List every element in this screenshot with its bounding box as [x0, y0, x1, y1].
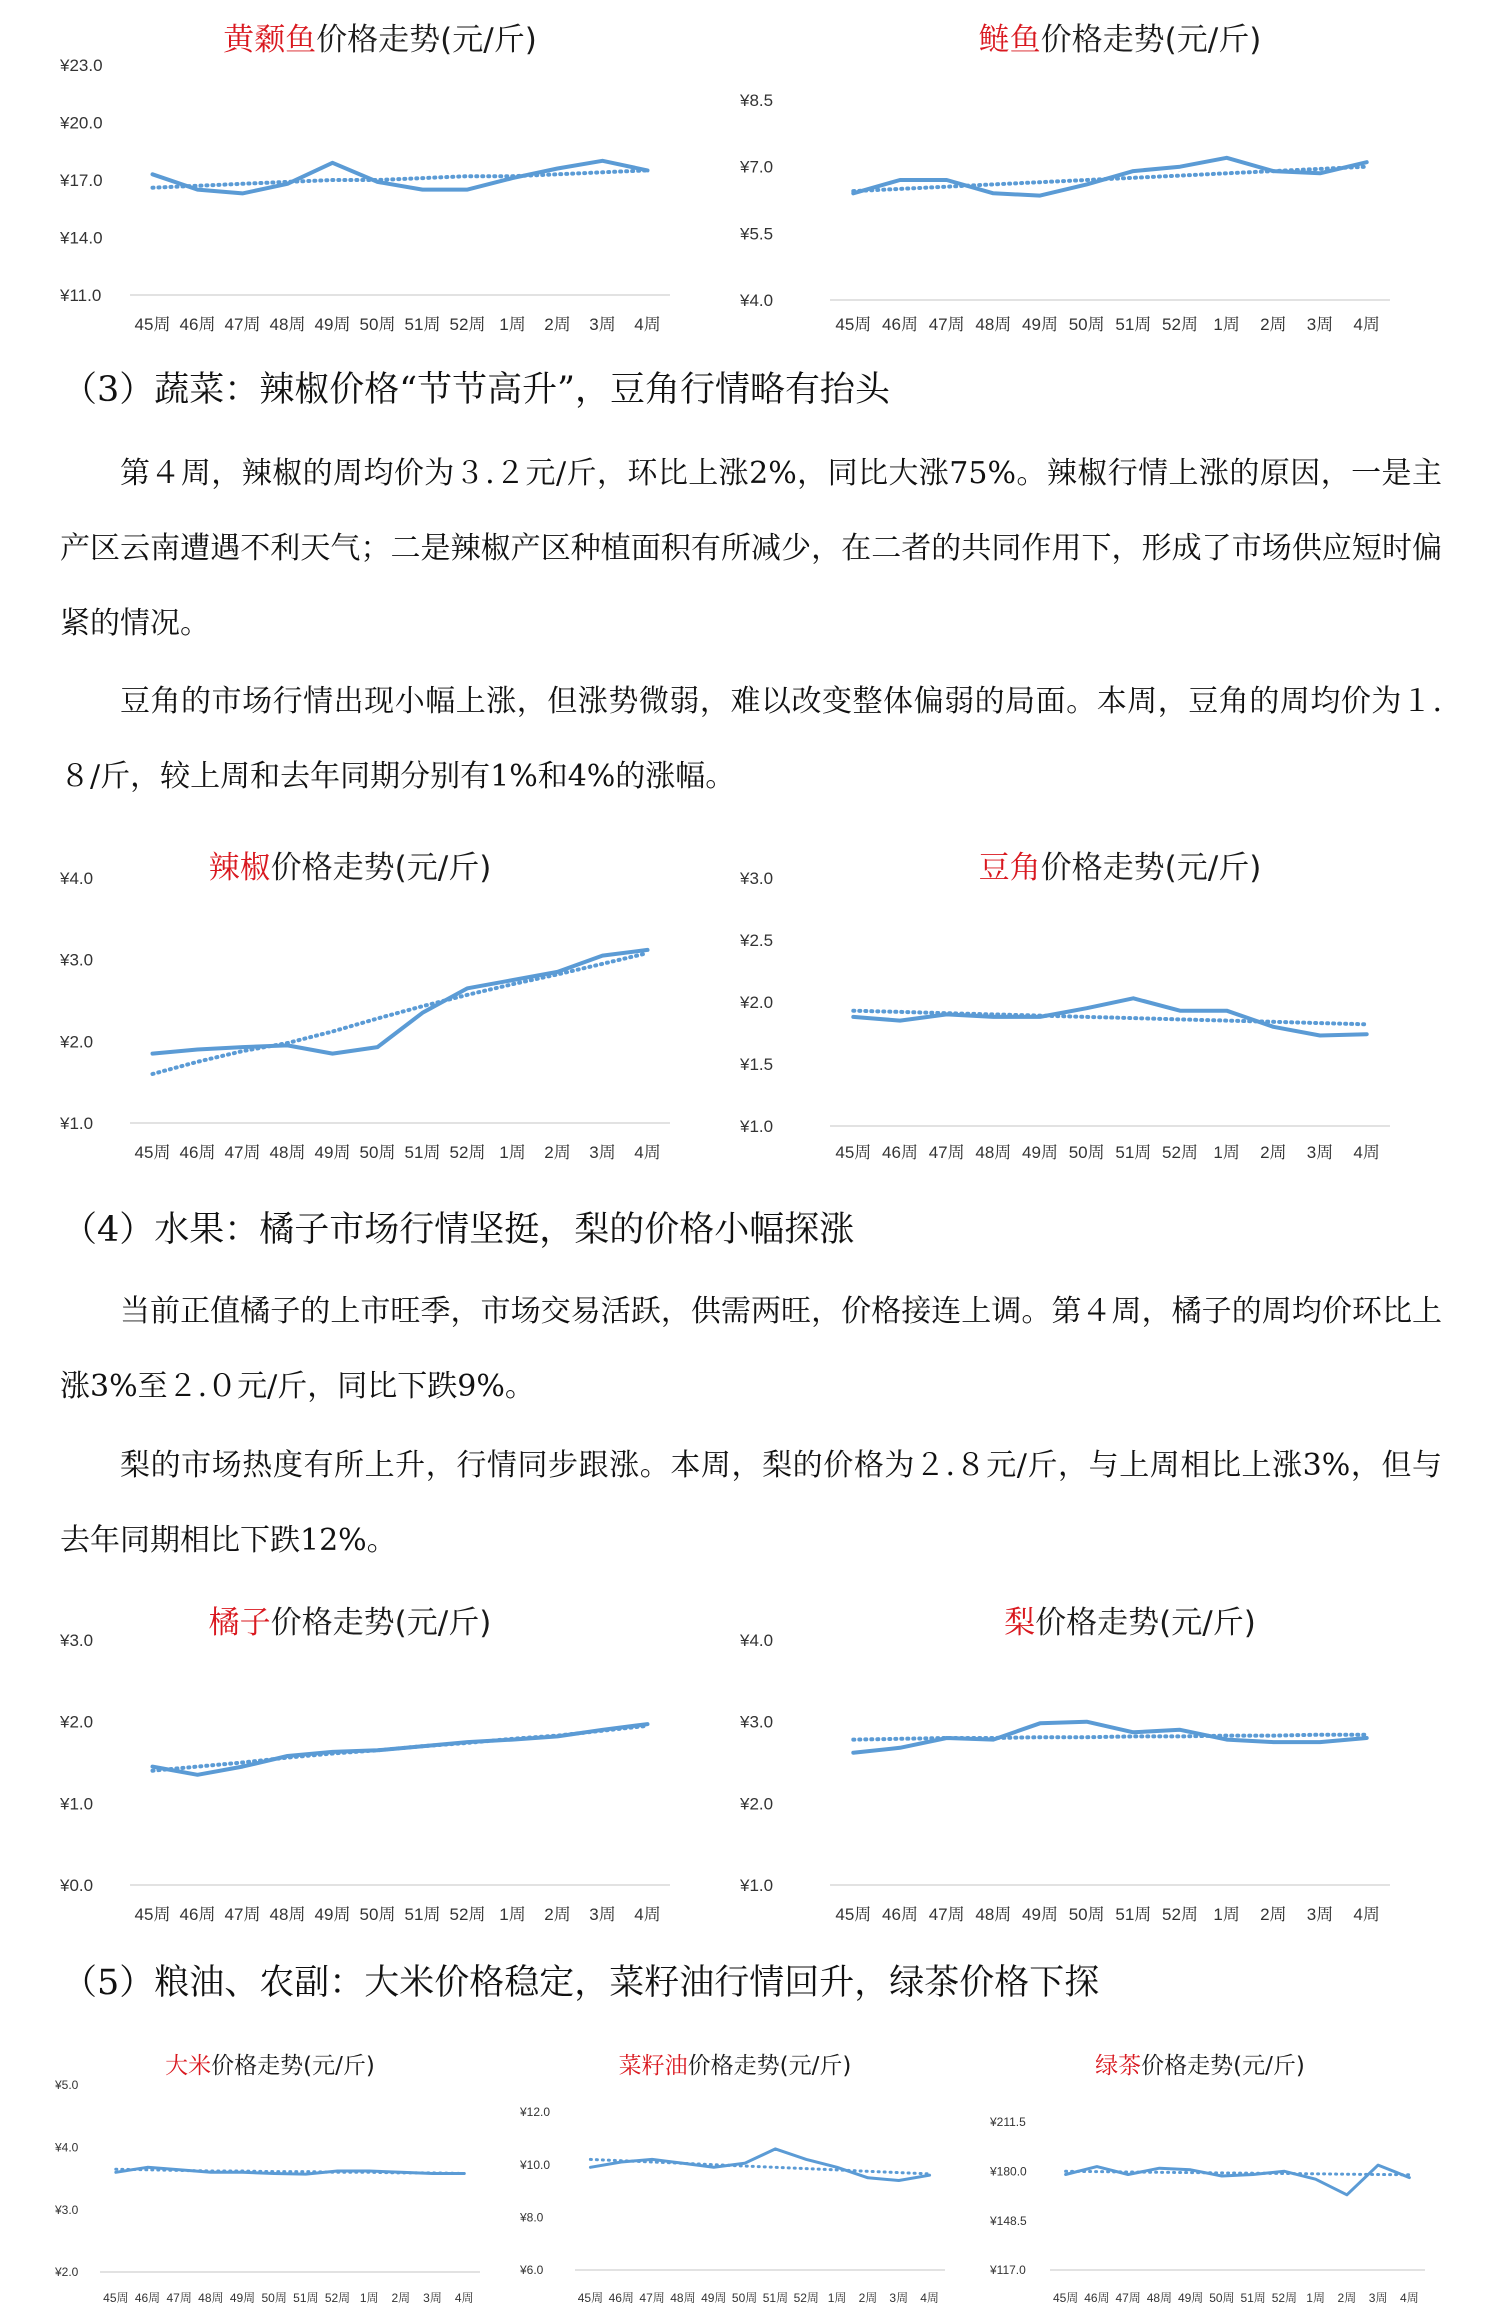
x-tick-label: 2周	[1337, 2291, 1357, 2305]
x-tick-label: 4周	[634, 315, 661, 334]
x-tick-label: 47周	[928, 1905, 965, 1924]
x-tick-label: 46周	[608, 2291, 634, 2305]
y-tick-label: ¥0.0	[60, 1875, 94, 1895]
x-tick-label: 46周	[882, 1905, 918, 1924]
x-tick-label: 49周	[314, 1143, 351, 1162]
x-tick-label: 46周	[882, 315, 918, 334]
x-tick-label: 47周	[224, 315, 261, 334]
chart-title-rest: 价格走势(元/斤)	[1040, 22, 1262, 58]
x-tick-label: 47周	[1115, 2291, 1141, 2305]
x-tick-label: 51周	[1240, 2291, 1266, 2305]
x-tick-label: 45周	[134, 1905, 171, 1924]
section-heading-fruit: （4）水果：橘子市场行情坚挺，梨的价格小幅探涨	[62, 1210, 855, 1250]
section-heading-grain: （5）粮油、农副：大米价格稳定，菜籽油行情回升，绿茶价格下探	[62, 1963, 1100, 2003]
x-tick-label: 50周	[261, 2291, 287, 2305]
x-tick-label: 2周	[391, 2291, 411, 2305]
paragraph-pear: 梨的市场热度有所上升，行情同步跟涨。本周，梨的价格为２.８元/斤，与上周相比上涨3%，但与去年同期相比下跌12%。	[60, 1448, 1442, 1558]
x-tick-label: 51周	[1115, 1143, 1152, 1162]
x-tick-label: 46周	[882, 1143, 918, 1162]
x-tick-label: 49周	[1177, 2291, 1204, 2305]
chart-title	[1004, 1605, 1256, 1641]
y-tick-label: ¥2.0	[740, 1794, 774, 1814]
x-tick-label: 49周	[701, 2291, 727, 2305]
x-tick-label: 49周	[1022, 1905, 1058, 1924]
paragraph-bean: 豆角的市场行情出现小幅上涨，但涨势微弱，难以改变整体偏弱的局面。本周，豆角的周均价为１.８/斤，较上周和去年同期分别有1%和4%的涨幅。	[60, 684, 1442, 794]
chart-title-rest: 价格走势(元/斤)	[1141, 2053, 1305, 2079]
x-tick-label: 1周	[499, 315, 526, 334]
x-tick-label: 49周	[1022, 315, 1058, 334]
x-tick-label: 3周	[1306, 315, 1334, 334]
x-tick-label: 51周	[1115, 315, 1152, 334]
chart-title	[209, 850, 492, 886]
chart-rapeseed-oil	[520, 2040, 965, 2315]
paragraph-chili: 第４周，辣椒的周均价为３.２元/斤，环比上涨2%，同比大涨75%。辣椒行情上涨的原因，一是主产区云南遭遇不利天气；二是辣椒产区种植面积有所减少，在二者的共同作用下，形成了市场供应短时偏紧的情况。	[60, 456, 1442, 641]
x-tick-label: 50周	[731, 2291, 758, 2305]
x-tick-label: 2周	[1260, 1143, 1287, 1162]
x-tick-label: 4周	[634, 1905, 661, 1924]
x-tick-label: 51周	[1115, 1905, 1152, 1924]
x-tick-label: 47周	[224, 1143, 261, 1162]
y-tick-label: ¥3.0	[55, 2202, 79, 2217]
x-tick-label: 45周	[103, 2291, 129, 2305]
chart-title-rest: 价格走势(元/斤)	[1035, 1605, 1256, 1641]
y-tick-label: ¥1.0	[60, 1113, 94, 1133]
y-tick-label: ¥12.0	[520, 2105, 551, 2120]
x-tick-label: 52周	[1271, 2291, 1298, 2305]
chart-green-tea	[990, 2040, 1440, 2315]
y-tick-label: ¥1.0	[740, 1875, 774, 1895]
chart-title-highlight: 鲢鱼	[978, 22, 1041, 58]
x-tick-label: 52周	[324, 2291, 351, 2305]
x-tick-label: 52周	[793, 2291, 819, 2305]
x-tick-label: 1周	[827, 2291, 847, 2305]
chart-title	[209, 1605, 492, 1641]
chart-pear	[740, 1600, 1420, 1930]
x-tick-label: 2周	[544, 1905, 571, 1924]
section-heading-vegetables: （3）蔬菜：辣椒价格“节节高升”，豆角行情略有抬头	[62, 370, 891, 410]
x-tick-label: 52周	[1162, 315, 1198, 334]
x-tick-label: 48周	[269, 1905, 306, 1924]
x-tick-label: 50周	[359, 315, 396, 334]
chart-lianyu	[740, 15, 1420, 350]
chart-title	[979, 850, 1262, 886]
x-tick-label: 48周	[670, 2291, 696, 2305]
chart-title-highlight: 豆角	[978, 850, 1041, 886]
x-tick-label: 2周	[1260, 315, 1287, 334]
x-tick-label: 49周	[314, 315, 351, 334]
x-tick-label: 45周	[835, 1905, 872, 1924]
y-tick-label: ¥2.0	[55, 2265, 79, 2280]
y-tick-label: ¥17.0	[60, 170, 103, 190]
y-tick-label: ¥8.0	[520, 2210, 544, 2225]
y-tick-label: ¥10.0	[520, 2157, 551, 2172]
x-tick-label: 3周	[889, 2291, 909, 2305]
x-tick-label: 1周	[1213, 1905, 1240, 1924]
y-tick-label: ¥6.0	[520, 2263, 544, 2278]
y-tick-label: ¥2.0	[60, 1712, 94, 1732]
x-tick-label: 50周	[1068, 1143, 1105, 1162]
y-tick-label: ¥117.0	[990, 2263, 1026, 2278]
x-tick-label: 3周	[1306, 1143, 1334, 1162]
x-tick-label: 47周	[224, 1905, 261, 1924]
x-tick-label: 3周	[423, 2291, 442, 2305]
chart-title-rest: 价格走势(元/斤)	[270, 1605, 492, 1641]
x-tick-label: 51周	[762, 2291, 789, 2305]
x-tick-label: 48周	[975, 1905, 1012, 1924]
chart-title-rest: 价格走势(元/斤)	[687, 2053, 852, 2079]
x-tick-label: 45周	[577, 2291, 604, 2305]
price-line	[590, 2149, 929, 2181]
x-tick-label: 1周	[499, 1143, 526, 1162]
x-tick-label: 46周	[1084, 2291, 1110, 2305]
chart-title	[223, 22, 537, 58]
x-tick-label: 52周	[1162, 1143, 1198, 1162]
x-tick-label: 4周	[454, 2291, 474, 2305]
chart-title-rest: 价格走势(元/斤)	[1040, 850, 1262, 886]
y-tick-label: ¥2.0	[60, 1032, 94, 1052]
x-tick-label: 46周	[179, 1905, 216, 1924]
x-tick-label: 45周	[1052, 2291, 1079, 2305]
x-tick-label: 48周	[975, 315, 1012, 334]
y-tick-label: ¥1.5	[740, 1054, 774, 1074]
x-tick-label: 1周	[1213, 315, 1240, 334]
chart-title-highlight: 大米	[165, 2053, 212, 2079]
y-tick-label: ¥211.5	[990, 2115, 1026, 2130]
y-tick-label: ¥5.5	[740, 224, 774, 244]
trend-line	[853, 1735, 1366, 1740]
x-tick-label: 47周	[928, 315, 965, 334]
x-tick-label: 50周	[1209, 2291, 1235, 2305]
x-tick-label: 3周	[1306, 1905, 1334, 1924]
chart-title-highlight: 绿茶	[1095, 2053, 1142, 2079]
y-tick-label: ¥3.0	[740, 868, 774, 888]
x-tick-label: 47周	[166, 2291, 192, 2305]
chart-title-highlight: 菜籽油	[618, 2053, 688, 2079]
x-tick-label: 47周	[639, 2291, 665, 2305]
chart-title-rest: 价格走势(元/斤)	[316, 22, 537, 58]
chart-title-highlight: 辣椒	[208, 850, 271, 886]
x-tick-label: 2周	[1260, 1905, 1287, 1924]
x-tick-label: 46周	[134, 2291, 161, 2305]
y-tick-label: ¥3.0	[60, 1630, 94, 1650]
y-tick-label: ¥2.0	[740, 992, 774, 1012]
x-tick-label: 50周	[359, 1905, 396, 1924]
x-tick-label: 4周	[1400, 2291, 1419, 2305]
x-tick-label: 1周	[359, 2291, 379, 2305]
x-tick-label: 48周	[269, 315, 306, 334]
x-tick-label: 47周	[928, 1143, 965, 1162]
x-tick-label: 4周	[1353, 315, 1380, 334]
x-tick-label: 4周	[1353, 1905, 1380, 1924]
price-line	[153, 950, 648, 1054]
y-tick-label: ¥8.5	[740, 90, 774, 110]
x-tick-label: 48周	[975, 1143, 1012, 1162]
x-tick-label: 45周	[835, 315, 872, 334]
x-tick-label: 52周	[1162, 1905, 1198, 1924]
x-tick-label: 4周	[1353, 1143, 1380, 1162]
x-tick-label: 51周	[404, 315, 441, 334]
x-tick-label: 45周	[835, 1143, 872, 1162]
chart-title-highlight: 黄颡鱼	[223, 22, 317, 58]
y-tick-label: ¥14.0	[60, 228, 103, 248]
y-tick-label: ¥5.0	[55, 2078, 79, 2093]
y-tick-label: ¥3.0	[60, 950, 94, 970]
y-tick-label: ¥180.0	[990, 2164, 1027, 2179]
y-tick-label: ¥2.5	[740, 930, 774, 950]
x-tick-label: 49周	[229, 2291, 256, 2305]
x-tick-label: 51周	[404, 1905, 441, 1924]
x-tick-label: 48周	[198, 2291, 224, 2305]
x-tick-label: 52周	[449, 1143, 486, 1162]
x-tick-label: 52周	[449, 315, 486, 334]
x-tick-label: 1周	[499, 1905, 526, 1924]
y-tick-label: ¥11.0	[60, 285, 102, 305]
trend-line	[153, 953, 648, 1074]
x-tick-label: 3周	[1368, 2291, 1388, 2305]
y-tick-label: ¥4.0	[740, 1630, 774, 1650]
x-tick-label: 4周	[920, 2291, 939, 2305]
y-tick-label: ¥3.0	[740, 1712, 774, 1732]
x-tick-label: 49周	[314, 1905, 351, 1924]
x-tick-label: 4周	[634, 1143, 661, 1162]
x-tick-label: 45周	[134, 1143, 171, 1162]
x-tick-label: 52周	[449, 1905, 486, 1924]
chart-title	[979, 22, 1262, 58]
x-tick-label: 49周	[1022, 1143, 1058, 1162]
x-tick-label: 51周	[404, 1143, 441, 1162]
x-tick-label: 2周	[544, 315, 571, 334]
chart-title-highlight: 橘子	[208, 1605, 271, 1641]
price-line	[153, 161, 648, 194]
chart-huangsangyu	[60, 15, 700, 350]
x-tick-label: 50周	[1068, 1905, 1105, 1924]
x-tick-label: 3周	[589, 1905, 616, 1924]
y-tick-label: ¥4.0	[740, 290, 774, 310]
y-tick-label: ¥23.0	[60, 55, 103, 75]
x-tick-label: 3周	[589, 315, 616, 334]
y-tick-label: ¥1.0	[60, 1794, 94, 1814]
chart-title-rest: 价格走势(元/斤)	[211, 2053, 375, 2079]
y-tick-label: ¥20.0	[60, 113, 103, 133]
price-line	[1066, 2165, 1410, 2195]
y-tick-label: ¥148.5	[990, 2213, 1027, 2228]
y-tick-label: ¥4.0	[55, 2140, 79, 2155]
chart-chili	[60, 848, 700, 1178]
chart-title	[1095, 2053, 1305, 2079]
x-tick-label: 48周	[269, 1143, 306, 1162]
x-tick-label: 1周	[1306, 2291, 1325, 2305]
chart-title	[165, 2053, 375, 2079]
y-tick-label: ¥7.0	[740, 157, 774, 177]
price-line	[853, 158, 1366, 196]
x-tick-label: 45周	[134, 315, 171, 334]
x-tick-label: 2周	[544, 1143, 571, 1162]
x-tick-label: 46周	[179, 1143, 216, 1162]
chart-tangerine	[60, 1600, 700, 1930]
paragraph-tangerine: 当前正值橘子的上市旺季，市场交易活跃，供需两旺，价格接连上调。第４周，橘子的周均价环比上涨3%至２.０元/斤，同比下跌9%。	[60, 1294, 1442, 1404]
chart-title-rest: 价格走势(元/斤)	[270, 850, 492, 886]
x-tick-label: 50周	[359, 1143, 396, 1162]
x-tick-label: 50周	[1068, 315, 1105, 334]
x-tick-label: 1周	[1213, 1143, 1240, 1162]
x-tick-label: 2周	[858, 2291, 878, 2305]
chart-title-highlight: 梨	[1004, 1605, 1036, 1641]
chart-title	[619, 2053, 852, 2079]
chart-rice	[55, 2040, 500, 2315]
x-tick-label: 51周	[293, 2291, 319, 2305]
y-tick-label: ¥4.0	[60, 868, 94, 888]
chart-bean	[740, 848, 1420, 1178]
x-tick-label: 46周	[179, 315, 216, 334]
x-tick-label: 3周	[589, 1143, 616, 1162]
x-tick-label: 48周	[1146, 2291, 1173, 2305]
y-tick-label: ¥1.0	[740, 1116, 774, 1136]
